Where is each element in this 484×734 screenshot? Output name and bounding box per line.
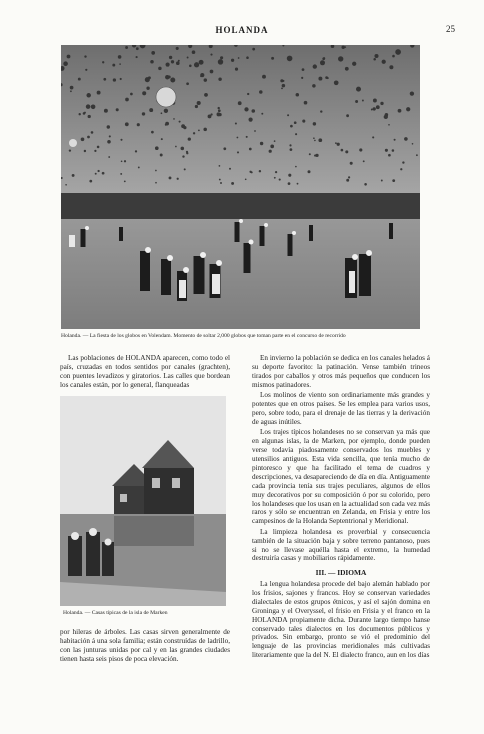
balloon-dot	[192, 50, 196, 54]
balloon-dot	[346, 114, 349, 117]
balloon-dot	[86, 93, 91, 98]
balloon-dot	[121, 160, 123, 162]
person-silhouette	[81, 229, 86, 247]
right-column-section-text	[252, 580, 430, 662]
balloon-dot	[318, 138, 322, 142]
balloon-dot	[179, 121, 181, 123]
balloon-dot	[63, 61, 68, 66]
balloon-dot	[376, 105, 380, 109]
balloon-dot	[350, 162, 353, 165]
balloon-dot	[84, 112, 86, 114]
balloon-dot	[84, 55, 86, 57]
balloon-dot	[176, 61, 180, 65]
balloon-dot	[400, 168, 402, 170]
balloon-dot	[165, 124, 167, 126]
balloon-dot	[91, 131, 94, 134]
balloon-dot	[309, 153, 311, 155]
balloon-dot	[372, 136, 374, 138]
balloon-dot	[362, 100, 364, 102]
balloon-dot	[177, 178, 179, 180]
balloon-dot	[355, 100, 358, 103]
balloon-dot	[313, 64, 317, 68]
balloon-dot	[138, 166, 140, 168]
balloon-dot	[262, 75, 266, 79]
balloon-dot	[352, 62, 356, 66]
right-column-text	[252, 354, 430, 565]
balloon-festival-photo	[61, 45, 420, 329]
balloon-dot	[210, 70, 214, 74]
balloon-dot	[69, 149, 71, 151]
person-silhouette	[359, 254, 371, 296]
balloon-dot	[88, 115, 91, 118]
balloon-dot	[204, 78, 207, 81]
balloon-dot	[125, 46, 128, 49]
balloon-dot	[392, 179, 395, 182]
balloon-dot	[229, 168, 231, 170]
balloon-dot	[341, 149, 344, 152]
left-column-top-text	[60, 354, 230, 391]
balloon-dot	[169, 56, 172, 59]
paragraph: La limpieza holandesa es proverbial y consecuencia también de la situación baja y sobre terreno pantanoso, pues si no se llevase aquélla hasta el extremo, la humedad destruiría casas y mobiliarios rápidamente.	[252, 527, 430, 563]
balloon-dot	[252, 48, 255, 51]
balloon-dot	[136, 47, 139, 50]
paragraph: Los trajes típicos holandeses no se conservan ya más que en algunas islas, la de Marken, por ejemplo, donde pueden verse todavía piadosamente conservados los muebles y utensilios antiguos. Esta vida sencilla, que tenía mucho de pintoresco y que ha facilitado el tema de cuadros y descripciones, va desapareciendo de día en día. Antiguamente cada provincia tenía sus trajes peculiares, algunos de ellos muy decorativos por su composición ó por su colorido, pero los holandeses que los usan en la actualidad son cada vez más raros y sólo se encuentran en Zelanda, en Frisia y entre los campesinos de la Holanda Septentrional y Meridional.	[252, 428, 430, 526]
balloon-dot	[246, 56, 249, 59]
balloon-dot	[210, 54, 212, 56]
balloon-dot	[290, 148, 293, 151]
balloon-dot	[218, 59, 223, 64]
balloon-dot	[166, 63, 170, 67]
balloon-dot	[79, 113, 81, 115]
balloon-dot	[116, 108, 119, 111]
person-silhouette	[309, 225, 313, 241]
balloon-dot	[187, 57, 189, 59]
balloon-dot	[259, 90, 263, 94]
balloon-dot	[313, 137, 315, 139]
balloon-dot	[112, 64, 115, 67]
balloon-dot	[130, 93, 133, 96]
section-heading: III. — IDIOMA	[315, 568, 367, 577]
balloon-dot	[320, 60, 325, 65]
balloon-dot	[91, 104, 96, 109]
balloon-dot	[160, 154, 163, 157]
balloon-dot	[302, 120, 305, 123]
balloon-dot	[118, 55, 122, 59]
balloon-dot	[269, 150, 272, 153]
balloon-dot	[315, 154, 318, 157]
person-silhouette	[389, 223, 393, 239]
balloon-dot	[107, 140, 111, 144]
balloon-dot	[318, 77, 322, 81]
balloon-dot	[322, 57, 325, 60]
balloon-dot	[249, 148, 252, 151]
balloon-dot	[85, 69, 87, 71]
balloon-dot	[394, 139, 396, 141]
balloon-dot	[149, 108, 153, 112]
balloon-dot	[155, 170, 157, 172]
balloon-dot	[412, 143, 414, 145]
balloon-dot	[182, 155, 184, 157]
balloon-dot	[380, 102, 383, 105]
person-silhouette	[260, 226, 265, 246]
balloon-dot	[231, 59, 234, 62]
balloon-dot	[363, 160, 365, 162]
balloon-dot	[94, 150, 96, 152]
balloon-dot	[388, 124, 390, 126]
balloon-dot	[356, 87, 361, 92]
marken-houses-photo	[60, 396, 226, 606]
balloon-dot	[325, 76, 328, 79]
balloon-dot	[97, 146, 100, 149]
balloon-dot	[137, 123, 140, 126]
balloon-dot	[382, 60, 386, 64]
balloon-dot	[359, 148, 362, 151]
balloon-dot	[302, 68, 305, 71]
balloon-dot	[135, 150, 137, 152]
balloon-dot	[235, 122, 237, 124]
balloon-dot	[175, 146, 177, 148]
balloon-dot	[173, 118, 175, 120]
balloon-dot	[109, 135, 111, 137]
balloon-dot	[86, 104, 91, 109]
balloon-dot	[150, 60, 154, 64]
balloon-dot	[288, 182, 291, 185]
balloon-dot	[373, 58, 376, 61]
balloon-dot	[161, 138, 163, 140]
balloon-dot	[119, 63, 121, 65]
running-header-title: HOLANDA	[215, 25, 269, 35]
balloon-dot	[295, 133, 297, 135]
balloon-dot	[274, 140, 276, 142]
balloon-dot	[186, 82, 189, 85]
balloon-dot	[200, 75, 202, 77]
balloon-dot	[290, 125, 293, 128]
balloon-dot	[125, 122, 129, 126]
balloon-dot	[261, 113, 263, 115]
balloon-dot	[67, 55, 71, 59]
balloon-dot	[345, 67, 349, 71]
balloon-dot	[304, 101, 308, 105]
balloon-dot	[275, 171, 277, 173]
balloon-dot	[186, 151, 188, 153]
balloon-dot	[161, 112, 163, 114]
balloon-dot	[189, 65, 192, 68]
balloon-dot	[103, 78, 106, 81]
balloon-dot	[338, 56, 343, 61]
balloon-dot	[289, 144, 291, 146]
balloon-dot	[120, 173, 122, 175]
balloon-dot	[218, 77, 221, 80]
balloon-dot	[81, 137, 85, 141]
balloon-dot	[259, 170, 261, 172]
balloon-dot	[334, 80, 339, 85]
balloon-dot	[220, 182, 222, 184]
balloon-dot	[142, 112, 145, 115]
balloon-dot	[89, 180, 92, 183]
balloon-dot	[181, 124, 185, 128]
balloon-dot	[95, 173, 97, 175]
balloon-dot	[208, 114, 212, 118]
balloon-dot	[416, 154, 418, 156]
balloon-dot	[237, 151, 239, 153]
balloon-dot	[281, 87, 283, 89]
balloon-dot	[392, 55, 395, 58]
balloon-dot	[218, 109, 221, 112]
balloon-dot	[287, 114, 289, 116]
paragraph: por hileras de árboles. Las casas sirven generalmente de habitación á una sola familia; están construídas de ladrillo, con las junturas unidas por cal y en las grandes ciudades tienen hasta seis pisos de poca elevación.	[60, 628, 230, 663]
balloon-dot	[171, 60, 174, 63]
balloon-dot	[270, 145, 274, 149]
person-silhouette	[288, 234, 293, 256]
balloon-dot	[198, 129, 200, 131]
balloon-dot	[345, 150, 348, 153]
balloon-dot	[314, 140, 316, 142]
balloon-dot	[274, 177, 276, 179]
balloon-dot	[120, 78, 122, 80]
balloon-dot	[271, 57, 274, 60]
balloon-dot	[70, 90, 72, 92]
balloon-dot	[295, 166, 297, 168]
balloon-dot	[279, 179, 281, 181]
balloon-dot	[388, 154, 391, 157]
paragraph: Las poblaciones de HOLANDA aparecen, como todo el país, cruzadas en todos sentidos por canales (grachten), con puentes levadizos y giratorios. Las calles que bordean los canales están, por lo general, flanqueadas	[60, 354, 230, 389]
balloon-dot	[78, 78, 81, 81]
person-silhouette	[119, 227, 123, 241]
balloon-dot	[402, 161, 404, 163]
balloon-dot	[102, 172, 105, 175]
balloon-dot	[252, 109, 256, 113]
balloon-dot	[218, 107, 220, 109]
balloon-dot	[410, 91, 414, 95]
balloon-dot	[120, 139, 122, 141]
balloon-dot	[384, 115, 388, 119]
balloon-dot	[151, 51, 155, 55]
balloon-dot	[142, 91, 146, 95]
balloon-dot	[203, 128, 207, 132]
balloon-dot	[184, 168, 186, 170]
balloon-dot	[406, 107, 410, 111]
balloon-dot	[87, 136, 90, 139]
balloon-dot	[251, 171, 253, 173]
balloon-dot	[220, 56, 223, 59]
balloon-dot	[102, 61, 104, 63]
balloon-dot	[97, 170, 99, 172]
balloon-dot	[247, 93, 249, 95]
balloon-dot	[373, 107, 376, 110]
balloon-dot	[364, 183, 367, 186]
balloon-dot	[320, 110, 322, 112]
balloon-dot	[84, 150, 86, 152]
balloon-dot	[219, 179, 221, 181]
balloon-dot	[389, 65, 393, 69]
balloon-dot	[219, 165, 221, 167]
person-silhouette	[140, 251, 150, 291]
balloon-dot	[301, 77, 303, 79]
balloon-dot	[313, 122, 316, 125]
balloon-dot	[294, 121, 297, 124]
left-photo-caption: Holanda. — Casas típicas de la isla de Marken	[63, 610, 168, 616]
balloon-dot	[238, 101, 242, 105]
balloon-dot	[249, 118, 253, 122]
person-silhouette	[161, 259, 171, 295]
balloon-dot	[169, 176, 172, 179]
balloon-dot	[124, 160, 126, 162]
paragraph: Los molinos de viento son ordinariamente más grandes y potentes que en otros países. Se les emplea para varios usos, pero, sobre todo, para el drenaje de las tierras y la derivación de aguas inútiles.	[252, 391, 430, 426]
balloon-dot	[168, 75, 171, 78]
balloon-dot	[155, 182, 157, 184]
balloon-dot	[188, 137, 191, 140]
balloon-dot	[245, 178, 247, 180]
balloon-dot	[288, 174, 291, 177]
balloon-dot	[223, 147, 226, 150]
balloon-dot	[199, 60, 204, 65]
balloon-dot	[195, 105, 198, 108]
balloon-dot	[282, 80, 284, 82]
balloon-dot	[260, 142, 263, 145]
balloon-dot	[308, 170, 311, 173]
balloon-dot	[254, 130, 256, 132]
person-silhouette	[235, 222, 240, 242]
balloon-dot	[374, 54, 378, 58]
balloon-dot	[136, 56, 138, 58]
balloon-dot	[385, 149, 388, 152]
balloon-dot	[231, 182, 234, 185]
balloon-dot	[113, 78, 116, 81]
balloon-dot	[204, 93, 208, 97]
balloon-dot	[107, 125, 110, 128]
balloon-dot	[346, 179, 349, 182]
balloon-dot	[344, 46, 346, 48]
balloon-dot	[236, 137, 238, 139]
balloon-dot	[348, 176, 350, 178]
balloon-dot	[238, 57, 240, 59]
balloon-dot	[151, 131, 154, 134]
balloon-dot	[371, 109, 373, 111]
balloon-dot	[287, 56, 293, 62]
balloon-dot	[104, 109, 108, 113]
balloon-dot	[235, 68, 238, 71]
balloon-dot	[176, 47, 179, 50]
balloon-dot	[197, 101, 201, 105]
balloon-dot	[395, 49, 401, 55]
balloon-dot	[194, 62, 199, 67]
balloon-dot	[70, 86, 74, 90]
balloon-dot	[164, 109, 168, 113]
balloon-dot	[108, 156, 110, 158]
balloon-dot	[155, 146, 159, 150]
balloon-dot	[65, 184, 67, 186]
balloon-dot	[244, 107, 248, 111]
balloon-dot	[392, 149, 395, 152]
person-silhouette	[244, 243, 251, 273]
left-column-bottom-text	[60, 628, 230, 665]
balloon-dot	[125, 98, 129, 102]
balloon-dot	[404, 137, 408, 141]
balloon-dot	[312, 84, 315, 87]
balloon-dot	[148, 76, 151, 79]
balloon-dot	[381, 180, 383, 182]
balloon-dot	[72, 174, 75, 177]
balloon-dot	[146, 87, 149, 90]
balloon-dot	[170, 78, 175, 83]
balloon-dot	[337, 143, 340, 146]
balloon-dot	[398, 109, 402, 113]
balloon-dot	[246, 136, 248, 138]
paragraph: La lengua holandesa procede del bajo alemán hablado por los frisios, sajones y francos. Hoy se conservan variedades dialectales de estos grupos étnicos, y así el sajón domina en Groninga y el Overyssel, el frisio en Frisia y el franco en la HOLANDA propiamente dicha. Durante largo tiempo hanse conservado tales dialectos en los documentos públicos y privados. Sin embargo, pronto se vió el predominio del lenguaje de las provincias meridionales más cultivadas literariamente que la del N. El dialecto franco, aun en los días	[252, 580, 430, 660]
balloon-dot	[297, 183, 299, 185]
balloon-dot	[335, 142, 337, 144]
balloon-dot	[296, 93, 300, 97]
person-silhouette	[194, 256, 205, 294]
balloon-dot	[193, 132, 195, 134]
balloon-dot	[97, 91, 101, 95]
top-photo-caption: Holanda. — La fiesta de los globos en Volendam. Momento de soltar 2,000 globos que toman parte en el concurso de recorrido	[61, 333, 346, 339]
balloon-dot	[373, 99, 377, 103]
balloon-dot	[219, 113, 222, 116]
balloon-dot	[158, 67, 162, 71]
paragraph: En invierno la población se dedica en los canales helados á su deporte favorito: la patinación. Vense también trineos tirados por caballos y otros más pequeños que conducen los mismos patinadores.	[252, 354, 430, 389]
page-number: 25	[446, 24, 455, 34]
balloon-dot	[282, 84, 286, 88]
balloon-dot	[181, 147, 185, 151]
balloon-dot	[124, 181, 126, 183]
